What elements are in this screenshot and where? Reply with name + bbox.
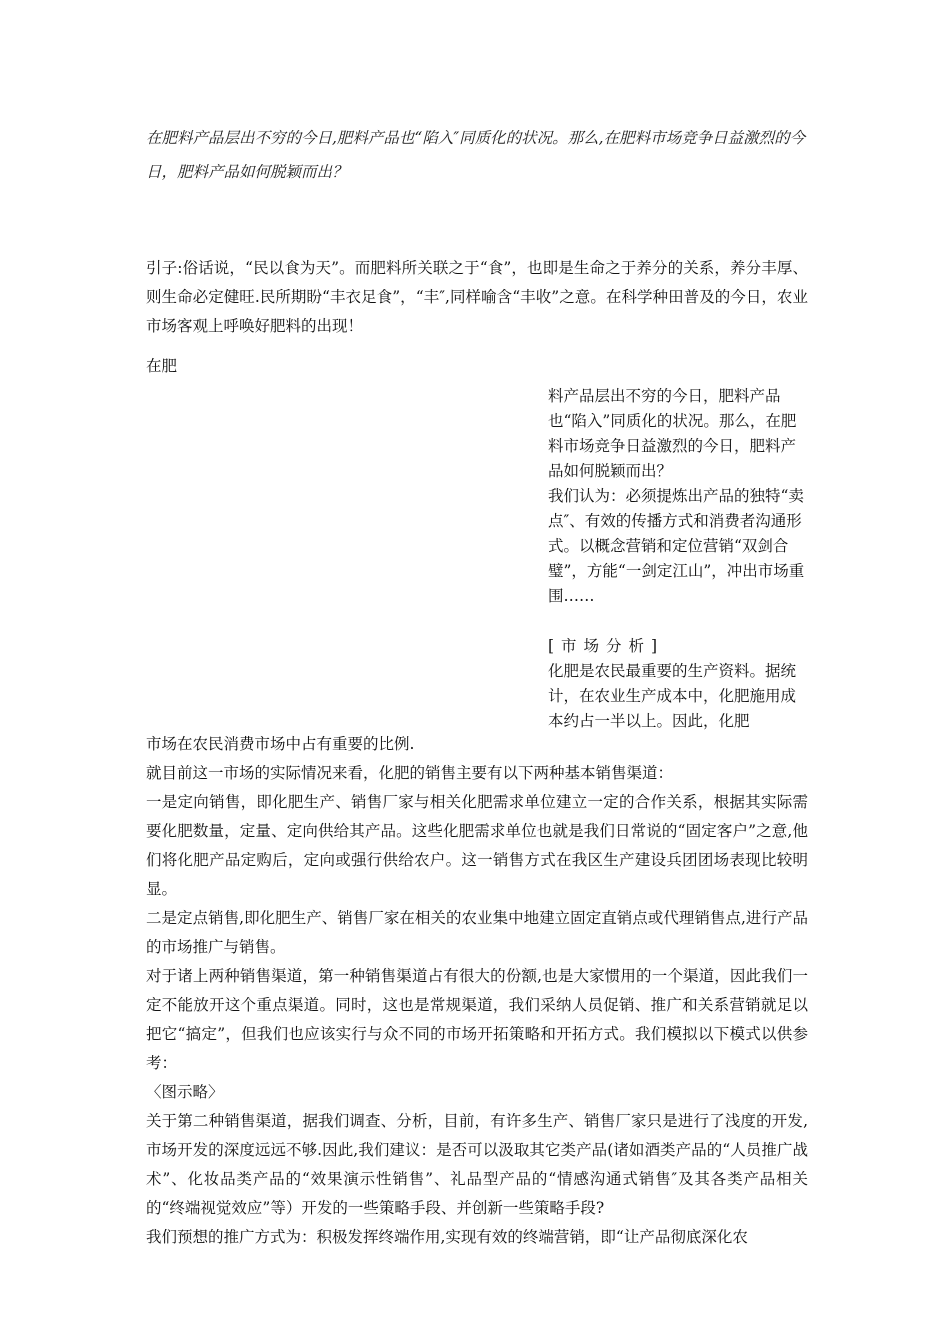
image-placeholder-area — [146, 380, 526, 720]
section-heading-market-analysis: [市场分析] — [548, 637, 665, 655]
side-paragraph-1: 料产品层出不穷的今日，肥料产品也“陷入”同质化的状况。那么，在肥料市场竞争日益激烈的今日，肥料产品如何脱颖而出？ — [548, 387, 797, 480]
side-spacer — [548, 609, 808, 634]
body-paragraph-5: 对于诸上两种销售渠道，第一种销售渠道占有很大的份额,也是大家惯用的一个渠道，因此我们一定不能放开这个重点渠道。同时，这也是常规渠道，我们采纳人员促销、推广和关系营销就足以把它“搞定”，但我们也应该实行与众不同的市场开拓策略和开拓方式。我们模拟以下模式以供参考： — [146, 967, 808, 1072]
body-paragraph-4: 二是定点销售,即化肥生产、销售厂家在相关的农业集中地建立固定直销点或代理销售点,进行产品的市场推广与销售。 — [146, 909, 808, 956]
body-paragraph-7: 我们预想的推广方式为：积极发挥终端作用,实现有效的终端营销，即“让产品彻底深化农 — [146, 1228, 748, 1246]
side-column — [548, 384, 808, 734]
paragraph-start-fragment: 在肥 — [146, 357, 178, 375]
side-paragraph-2: 我们认为：必须提炼出产品的独特“卖点″、有效的传播方式和消费者沟通形式。以概念营销和定位营销“双剑合璧”，方能“一剑定江山”，冲出市场重围…… — [548, 487, 805, 605]
body-paragraph-1: 市场在农民消费市场中占有重要的比例. — [146, 735, 415, 753]
figure-omitted-note: 〈图示略〉 — [146, 1083, 224, 1101]
body-paragraph-6: 关于第二种销售渠道，据我们调查、分析，目前，有许多生产、销售厂家只是进行了浅度的开发,市场开发的深度远远不够.因此,我们建议：是否可以汲取其它类产品(诸如酒类产品的“人员推广战术”、化妆品类产品的“效果演示性销售”、礼品型产品的“情感沟通式销售″及其各类产品相关的“终端视觉效应”等）开发的一些策略手段、并创新一些策略手段? — [146, 1112, 808, 1217]
side-paragraph-3: 化肥是农民最重要的生产资料。据统计，在农业生产成本中，化肥施用成本约占一半以上。因此，化肥 — [548, 662, 797, 730]
preface-paragraph: 引子:俗话说，“民以食为天”。而肥料所关联之于“食”，也即是生命之于养分的关系，养分丰厚、则生命必定健旺.民所期盼“丰衣足食”，“丰″,同样喻含“丰收”之意。在科学种田普及的今日，农业市场客观上呼唤好肥料的出现！ — [146, 259, 808, 335]
intro-summary: 在肥料产品层出不穷的今日,肥料产品也“陷入″同质化的状况。那么,在肥料市场竞争日益激烈的今日，肥料产品如何脱颖而出？ — [146, 129, 806, 181]
main-body — [146, 730, 808, 1252]
body-paragraph-3: 一是定向销售，即化肥生产、销售厂家与相关化肥需求单位建立一定的合作关系，根据其实际需要化肥数量，定量、定向供给其产品。这些化肥需求单位也就是我们日常说的“固定客户”之意,他们将化肥产品定购后，定向或强行供给农户。这一销售方式在我区生产建设兵团团场表现比较明显。 — [146, 793, 808, 898]
body-paragraph-2: 就目前这一市场的实际情况来看，化肥的销售主要有以下两种基本销售渠道： — [146, 764, 674, 782]
